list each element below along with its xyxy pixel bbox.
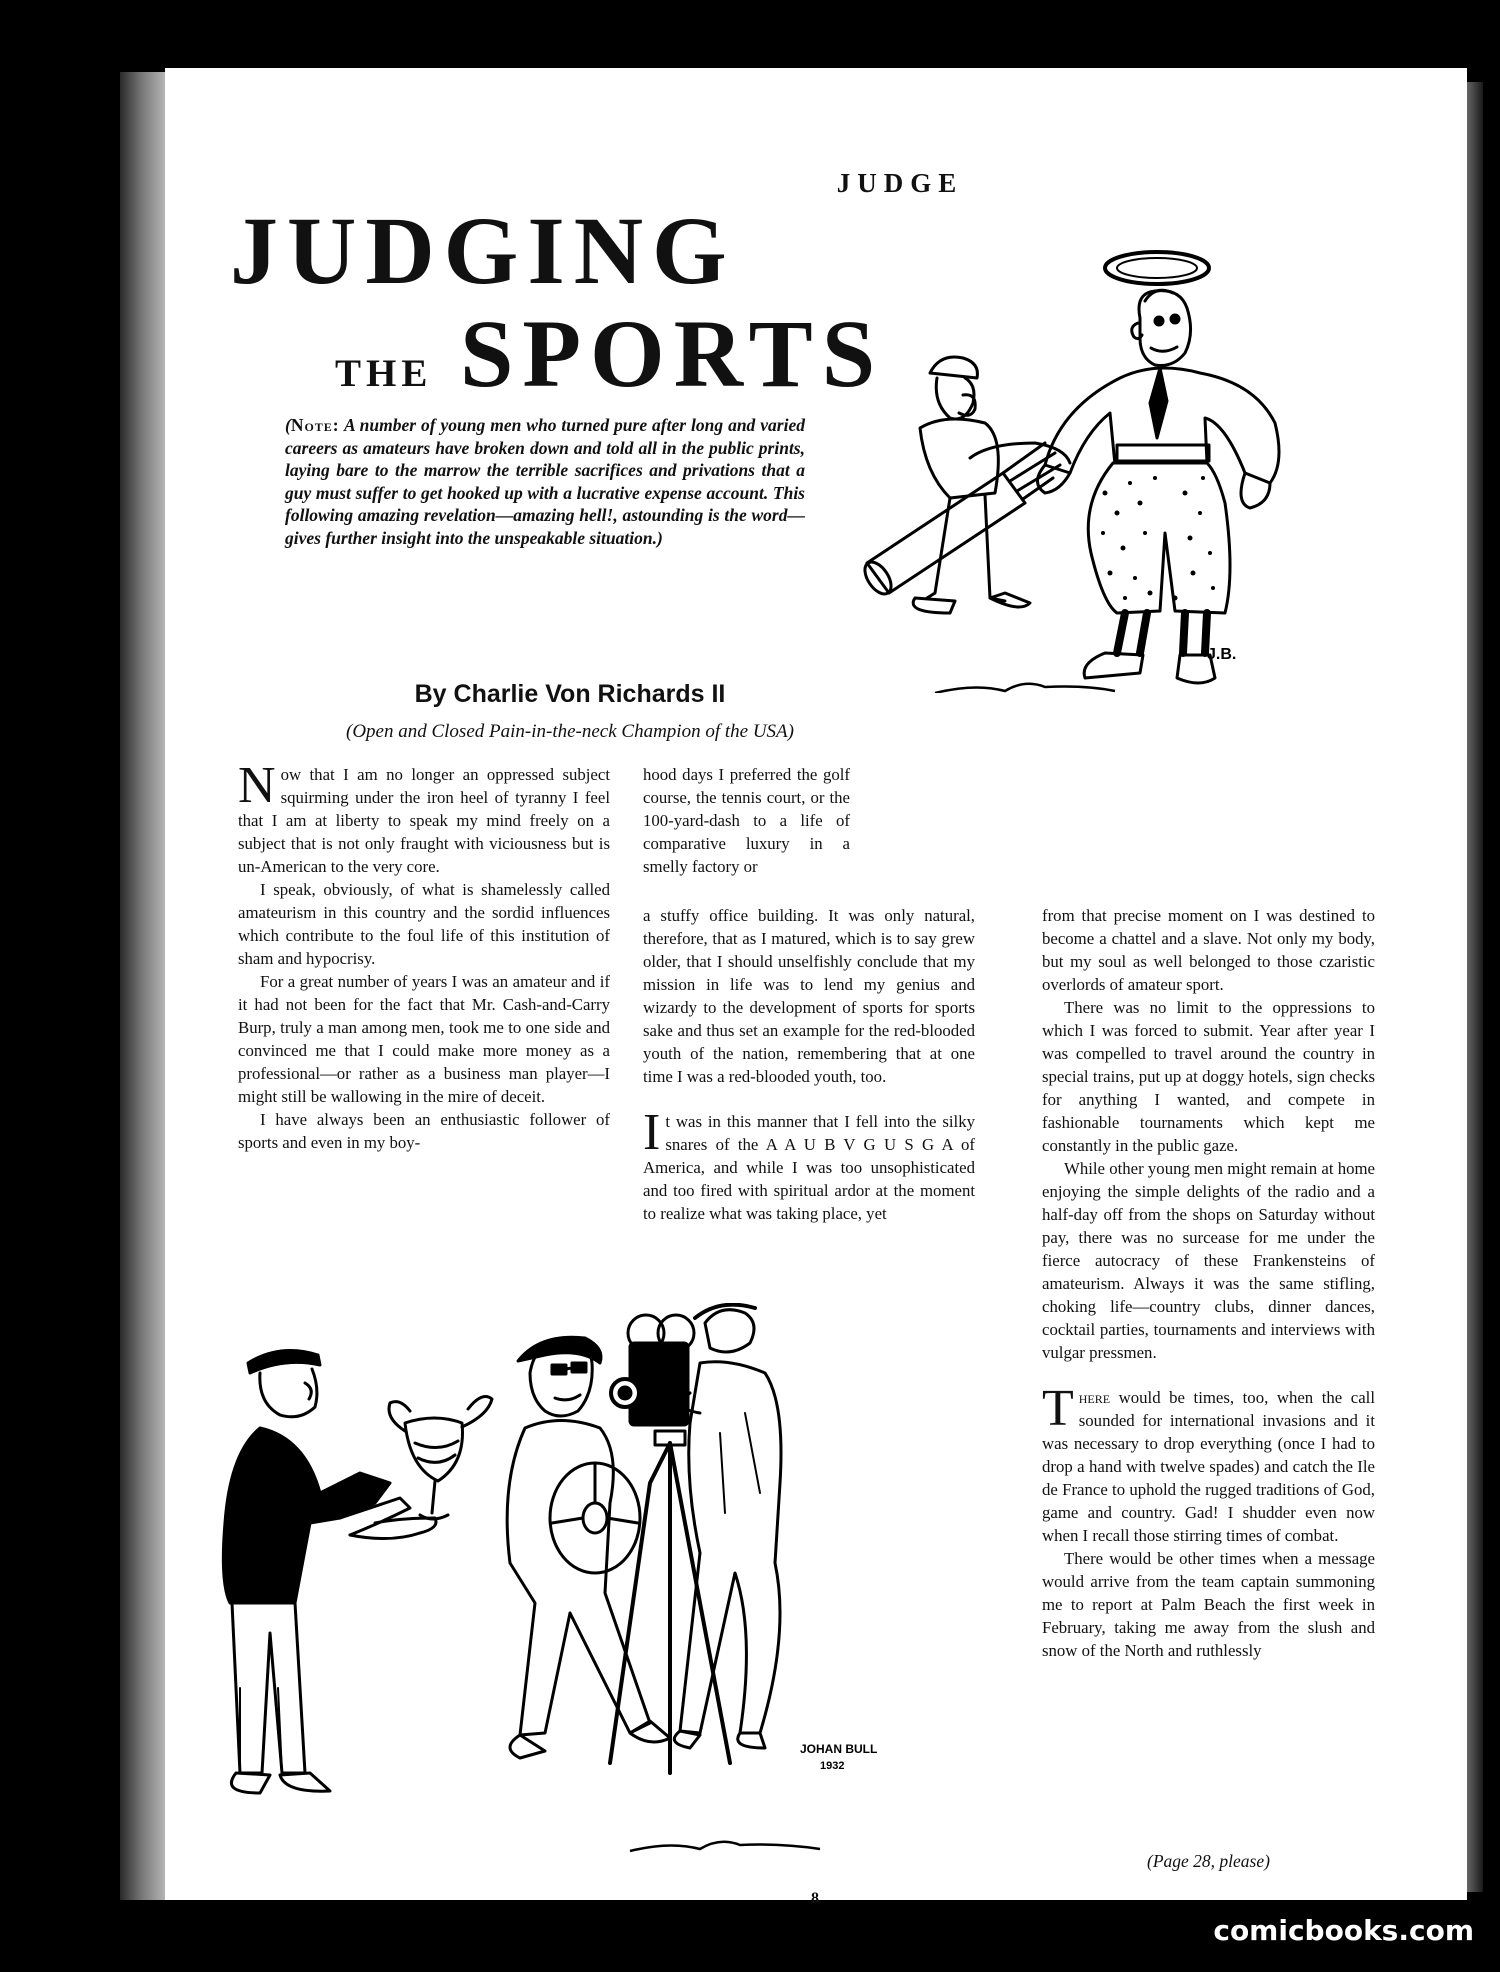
col2-para-cont: a stuffy office building. It was only natural, therefore, that as I matured, which is to say grew older, that I should unselfishly conclude that my mission in life was to lend my genius and wizardy to the development of sports for sports sake and thus set an example for the red-blooded youth of the nation, remembering that at one time I was a red-blooded youth, too. (643, 906, 975, 1086)
col3-para-4: would be times, too, when the call sounded for international invasions and it was necessary to drop everything (once I had to drop a hand with twelve spades) and catch the Ile de France to uphold the rugged traditions of God, game and country. Gad! I shudder even now when I recall those stirring times of combat. (1042, 1388, 1375, 1545)
byline-subtitle: (Open and Closed Pain-in-the-neck Champion of the USA) (346, 721, 794, 742)
drop-cap-t: T (1042, 1380, 1074, 1437)
continued-note: (Page 28, please) (1147, 1851, 1270, 1871)
page-number: 8 (811, 1890, 819, 1907)
article-column-3 (1042, 904, 1375, 1662)
drop-cap-i: I (643, 1104, 661, 1161)
note-text: A number of young men who turned pure after long and varied careers as amateurs have broken down and told all in the public prints, laying bare to the marrow the terrible sacrifices and privations that a guy must suffer to get hooked up with a lucrative expense account. This following amazing revelation—amazing hell!, astounding is the word—gives further insight into the unspeakable situation. (285, 415, 805, 548)
article-column-2 (643, 904, 975, 1225)
editor-note: (Note: A number of young men who turned pure after long and varied careers as amateurs have broken down and told all in the public prints, laying bare to the marrow the terrible sacrifices and privations that a guy must suffer to get hooked up with a lucrative expense account. This following amazing revelation—amazing hell!, astounding is the word—gives further insight into the unspeakable situation.) (285, 415, 805, 548)
magazine-name: JUDGE (836, 168, 964, 198)
drop-cap-n: N (238, 757, 276, 814)
byline: By Charlie Von Richards II (414, 680, 726, 708)
illustrator-signature: JOHAN BULL (800, 1742, 878, 1756)
col1-para-3: For a great number of years I was an amateur and if it had not been for the fact that Mr. Cash-and-Carry Burp, truly a man among men, took me to one side and convinced me that I could make more money as a professional—or rather as a business man player—I might still be wallowing in the mire of deceit. (238, 972, 610, 1106)
site-watermark: comicbooks.com (1213, 1914, 1474, 1947)
note-label: Note: (290, 415, 340, 435)
article-column-2-top (643, 763, 850, 878)
headline-the: THE (335, 352, 433, 395)
illustrator-initials: J.B. (1207, 646, 1237, 663)
col2-para-top: hood days I preferred the golf course, the tennis court, or the 100-yard-dash to a life of comparative luxury in a smelly factory or (643, 765, 850, 876)
col3-para-1: from that precise moment on I was destined to become a chattel and a slave. Not only my body, but my soul as well belonged to those czaristic overlords of amateur sport. (1042, 906, 1375, 994)
page-edge (1467, 82, 1483, 1892)
col1-para-1: ow that I am no longer an oppressed subject squirming under the iron heel of tyranny I feel that I am at liberty to speak my mind freely on a subject that is not only fraught with viciousness but is un-American to the very core. (238, 765, 610, 876)
headline-judging: JUDGING (230, 197, 736, 304)
book-spine (120, 72, 168, 1900)
col3-para-2: There was no limit to the oppressions to which I was forced to submit. Year after year I was compelled to travel around the country in special trains, put up at doggy hotels, sign checks for anything I wanted, and compete in fashionable tournaments which kept me constantly in the public gaze. (1042, 998, 1375, 1155)
magazine-page (165, 68, 1467, 1907)
article-column-1 (238, 757, 610, 1154)
col3-para-4-lead: here (1078, 1388, 1111, 1407)
golfer-caddy-illustration (855, 173, 1445, 693)
col3-para-5: There would be other times when a message would arrive from the team captain summoning me to report at Palm Beach the first week in February, taking me away from the slush and snow of the North and ruthlessly (1042, 1549, 1375, 1660)
section-divider-top (935, 684, 1115, 693)
col1-para-4: I have always been an enthusiastic follower of sports and even in my boy- (238, 1110, 610, 1152)
section-divider-bottom (630, 1842, 820, 1851)
headline-sports: SPORTS (460, 300, 885, 407)
col1-para-2: I speak, obviously, of what is shamelessly called amateurism in this country and the sordid influences which contribute to the foul life of this institution of sham and hypocrisy. (238, 880, 610, 968)
col2-para-2: t was in this manner that I fell into the silky snares of the A A U B V G U S G A of America, and while I was too unsophisticated and too fired with spiritual ardor at the moment to realize what was taking place, yet (643, 1112, 975, 1223)
illustrator-year: 1932 (820, 1760, 845, 1772)
col3-para-3: While other young men might remain at home enjoying the simple delights of the radio and a half-day off from the shops on Saturday without pay, there was no surcease for me under the fierce autocracy of these Frankensteins of amateurism. Always it was the same stifling, choking life—country clubs, dinner dances, cocktail parties, tournaments and interviews with vulgar pressmen. (1042, 1159, 1375, 1362)
trophy-camera-illustration (200, 1303, 1000, 1863)
